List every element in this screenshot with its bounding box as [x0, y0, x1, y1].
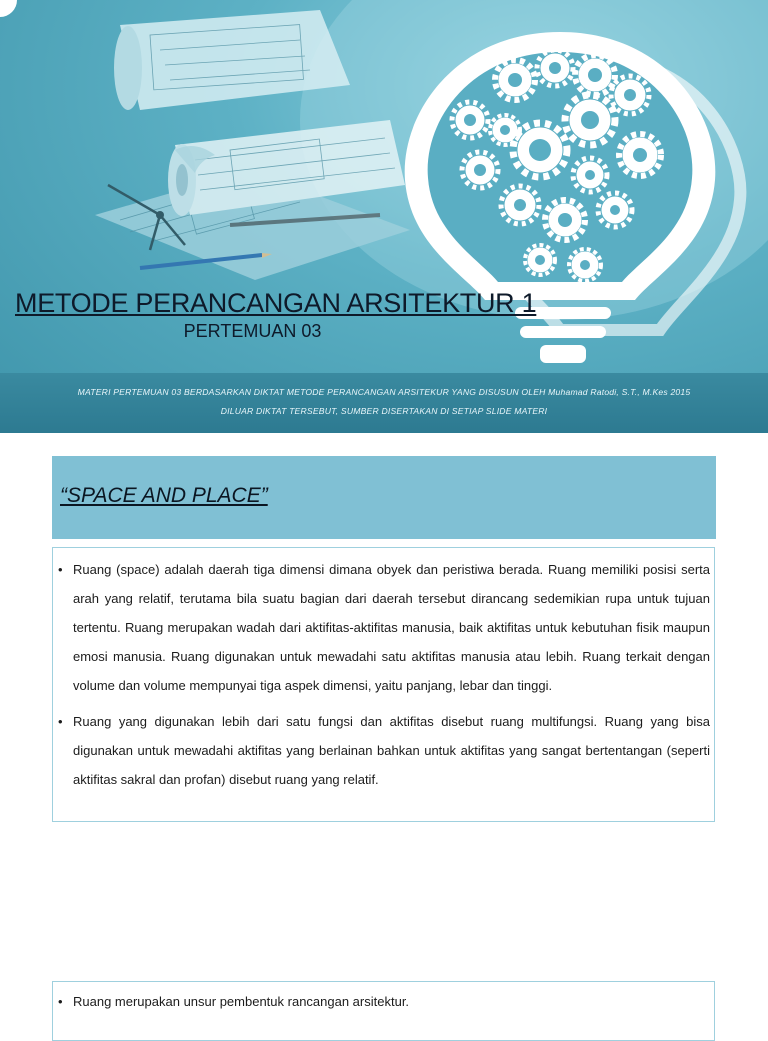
list-item: [53, 707, 710, 794]
banner-illustration: [0, 0, 768, 433]
bullet-icon: •: [58, 562, 63, 577]
bullet-text: Ruang (space) adalah daerah tiga dimensi dimana obyek dan peristiwa berada. Ruang memiliki posisi serta arah yang relatif, terutama bila suatu bagian dari daerah tersebut dirancang sedemikian rupa untuk tujuan tertentu. Ruang merupakan wadah dari aktifitas-aktifitas manusia, baik aktifitas untuk kebutuhan fisik maupun emosi manusia. Ruang digunakan untuk mewadahi satu aktifitas manusia atau lebih. Ruang terkait dengan volume dan volume mempunyai tiga aspek dimensi, yaitu panjang, lebar dan tinggi.: [73, 562, 710, 693]
page-title: METODE PERANCANGAN ARSITEKTUR 1: [15, 288, 537, 318]
bullet-icon: •: [58, 714, 63, 729]
bullet-list-2: [53, 987, 710, 1016]
bullet-text: Ruang merupakan unsur pembentuk rancangan arsitektur.: [73, 994, 410, 1009]
bullet-text: Ruang yang digunakan lebih dari satu fungsi dan aktifitas disebut ruang multifungsi. Ruang yang bisa digunakan untuk mewadahi aktifitas yang berlainan bahkan untuk aktifitas yang sangat bertentangan (seperti aktifitas sakral dan profan) disebut ruang yang relatif.: [73, 714, 710, 787]
section-heading-box: [52, 456, 716, 539]
content-box-2: [52, 981, 715, 1041]
list-item: [53, 555, 710, 700]
bullet-list: [53, 555, 710, 794]
bullet-icon: •: [58, 994, 63, 1009]
source-note-line-2: DILUAR DIKTAT TERSEBUT, SUMBER DISERTAKAN DI SETIAP SLIDE MATERI: [220, 406, 548, 416]
source-note-band: [0, 373, 768, 433]
section-heading: “SPACE AND PLACE”: [60, 484, 268, 507]
source-note-line-1: MATERI PERTEMUAN 03 BERDASARKAN DIKTAT METODE PERANCANGAN ARSITEKUR YANG DISUSUN OLEH Muhamad Ratodi, S.T., M.Kes 2015: [77, 387, 691, 397]
content-box: [52, 547, 715, 822]
list-item: [53, 987, 710, 1016]
page-subtitle: PERTEMUAN 03: [183, 321, 322, 341]
title-banner: [0, 0, 768, 433]
